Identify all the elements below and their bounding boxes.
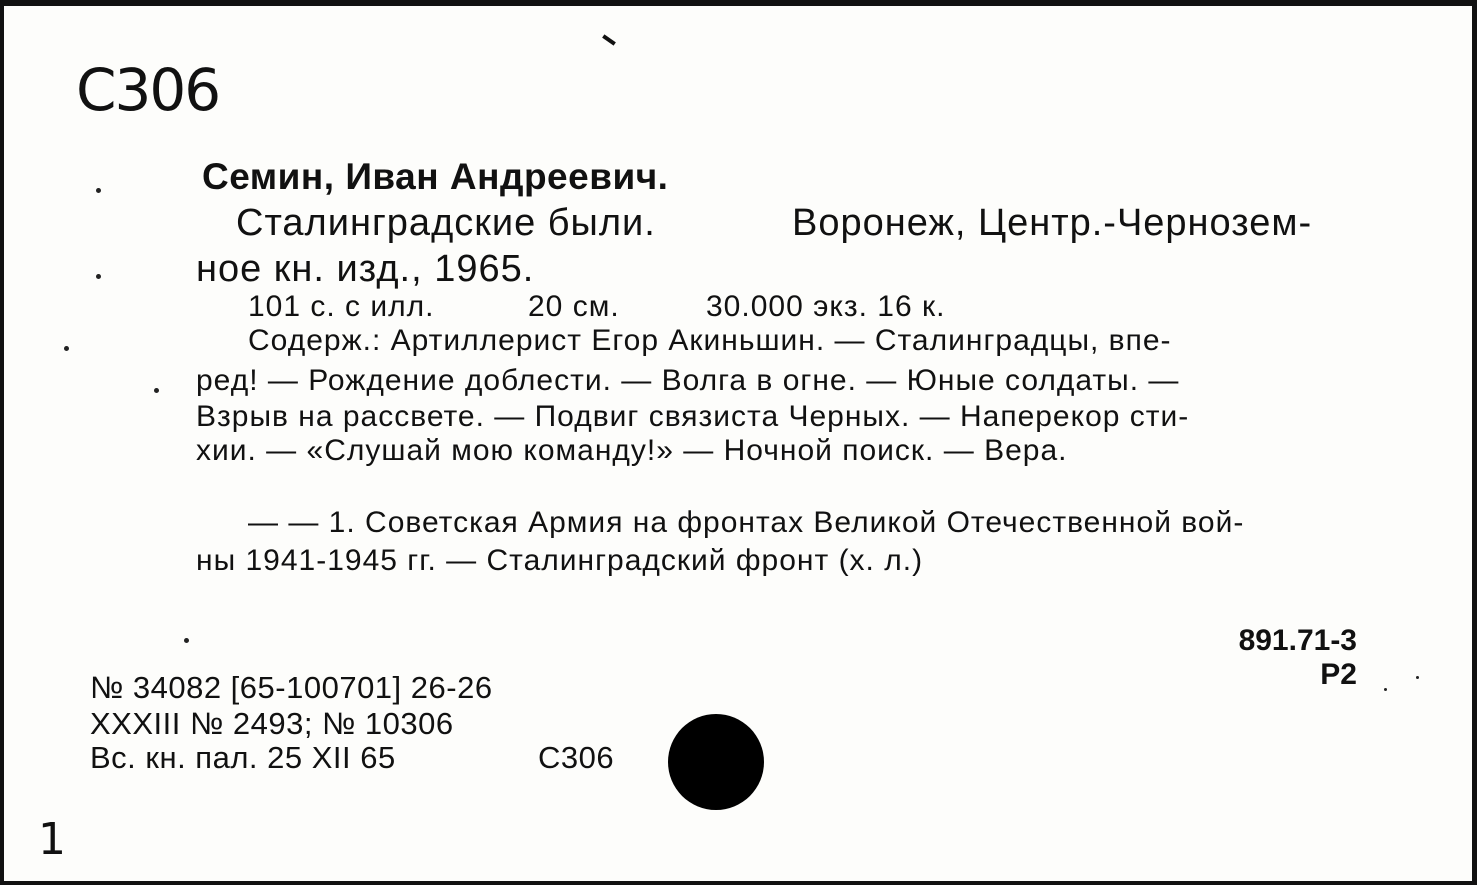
speck xyxy=(1384,688,1387,691)
contents-line: хии. — «Слушай мою команду!» — Ночной поиск. — Вера. xyxy=(196,434,1068,467)
footer-line: Вс. кн. пал. 25 XII 65 xyxy=(90,740,396,775)
contents-line: Взрыв на рассвете. — Подвиг связиста Черных. — Наперекор сти- xyxy=(196,400,1190,433)
classification-index: Р2 xyxy=(1320,658,1357,691)
classification-code: 891.71-3 xyxy=(1238,624,1357,657)
handwritten-shelf-code: С306 xyxy=(76,56,220,124)
punch-hole xyxy=(668,714,764,810)
speck xyxy=(154,388,159,393)
subject-line: — — 1. Советская Армия на фронтах Великой Отечественной вой- xyxy=(248,506,1245,539)
pages-text: 101 с. с илл. xyxy=(248,290,435,323)
footer-line: XXXIII № 2493; № 10306 xyxy=(90,706,454,741)
contents-line: Содерж.: Артиллерист Егор Акиньшин. — Сталинградцы, впе- xyxy=(248,324,1172,357)
footer-shelf-code: С306 xyxy=(538,740,615,775)
size-text: 20 см. xyxy=(528,290,620,323)
ink-mark xyxy=(602,34,616,45)
footer-line: № 34082 [65-100701] 26-26 xyxy=(90,670,493,705)
speck xyxy=(96,274,101,279)
publisher-text: Воронеж, Центр.-Чернозем- xyxy=(792,202,1313,244)
author-heading: Семин, Иван Андреевич. xyxy=(202,156,669,197)
subject-line: ны 1941-1945 гг. — Сталинградский фронт (х. л.) xyxy=(196,544,924,577)
speck xyxy=(1416,676,1419,679)
title-text: Сталинградские были. xyxy=(236,202,656,244)
copies-price-text: 30.000 экз. 16 к. xyxy=(706,290,946,323)
speck xyxy=(184,638,189,643)
speck xyxy=(96,188,101,193)
publisher-year-text: ное кн. изд., 1965. xyxy=(196,248,535,290)
handwritten-mark: 1 xyxy=(38,814,64,865)
contents-line: ред! — Рождение доблести. — Волга в огне. — Юные солдаты. — xyxy=(196,364,1180,397)
speck xyxy=(64,346,69,351)
